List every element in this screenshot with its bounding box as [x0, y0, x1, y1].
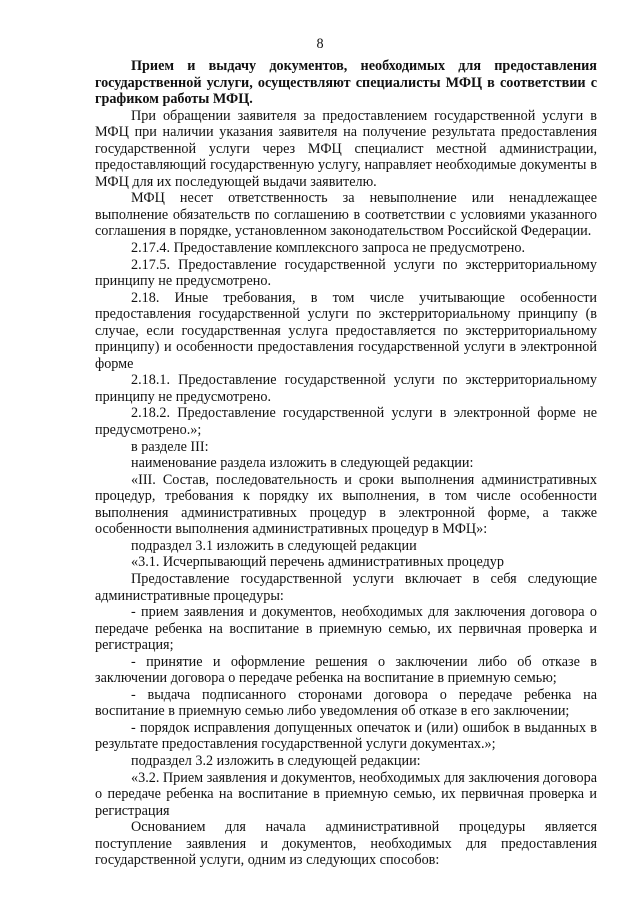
paragraph: МФЦ несет ответственность за невыполнение или ненадлежащее выполнение обязательств по соглашению в соответствии с условиями указанного соглашения в порядке, установленном законодательством Российской Федерации.	[95, 190, 597, 240]
paragraph: При обращении заявителя за предоставлением государственной услуги в МФЦ при наличии указания заявителя на получение результата предоставления государственной услуги через МФЦ специалист местной администрации, предоставляющий государственную услугу, направляет необходимые документы в МФЦ для их последующей выдачи заявителю.	[95, 107, 597, 190]
paragraph: «III. Состав, последовательность и сроки выполнения административных процедур, требования к порядку их выполнения, в том числе особенности выполнения административных процедур в электронной форме, а также особенности выполнения административных процедур в МФЦ»:	[95, 471, 597, 538]
paragraph: 2.18.1. Предоставление государственной услуги по экстерриториальному принципу не предусмотрено.	[95, 372, 597, 405]
paragraph: подраздел 3.2 изложить в следующей редакции:	[131, 752, 421, 769]
paragraph: 2.17.4. Предоставление комплексного запроса не предусмотрено.	[131, 240, 526, 257]
paragraph: 2.17.5. Предоставление государственной услуги по экстерриториальному принципу не предусмотрено.	[95, 256, 597, 290]
paragraph: Основанием для начала административной процедуры является поступление заявления и документов, необходимых для предоставления государственной услуги, одним из следующих способов:	[95, 819, 597, 869]
document-body	[95, 58, 597, 869]
paragraph: 2.18.2. Предоставление государственной услуги в электронной форме не предусмотрено.»;	[95, 405, 597, 439]
paragraph: Прием и выдачу документов, необходимых для предоставления государственной услуги, осуществляют специалисты МФЦ в соответствии с графиком работы МФЦ.	[95, 58, 597, 108]
paragraph: - выдача подписанного сторонами договора о передаче ребенка на воспитание в приемную семью либо уведомления об отказе в его заключении;	[95, 686, 597, 720]
paragraph: подраздел 3.1 изложить в следующей редакции	[131, 537, 417, 554]
paragraph: «3.1. Исчерпывающий перечень административных процедур	[131, 554, 504, 571]
paragraph: - порядок исправления допущенных опечаток и (или) ошибок в выданных в результате предоставления государственной услуги документах.»;	[95, 719, 597, 753]
paragraph: 2.18. Иные требования, в том числе учитывающие особенности предоставления государственной услуги по экстерриториальному принципу (в случае, если государственная услуга предоставляется по экстерриториальному принципу) и особенности предоставления государственной услуги в электронной форме	[95, 289, 597, 372]
paragraph: - прием заявления и документов, необходимых для заключения договора о передаче ребенка на воспитание в приемную семью, их первичная проверка и регистрация;	[95, 604, 597, 654]
paragraph: наименование раздела изложить в следующей редакции:	[131, 455, 474, 472]
paragraph: Предоставление государственной услуги включает в себя следующие административные процедуры:	[95, 570, 597, 604]
paragraph: - принятие и оформление решения о заключении либо об отказе в заключении договора о передаче ребенка на воспитание в приемную семью;	[95, 653, 597, 687]
page-number: 8	[316, 36, 324, 52]
paragraph: в разделе III:	[131, 438, 209, 455]
paragraph: «3.2. Прием заявления и документов, необходимых для заключения договора о передаче ребенка на воспитание в приемную семью, их первичная проверка и регистрация	[95, 769, 597, 819]
